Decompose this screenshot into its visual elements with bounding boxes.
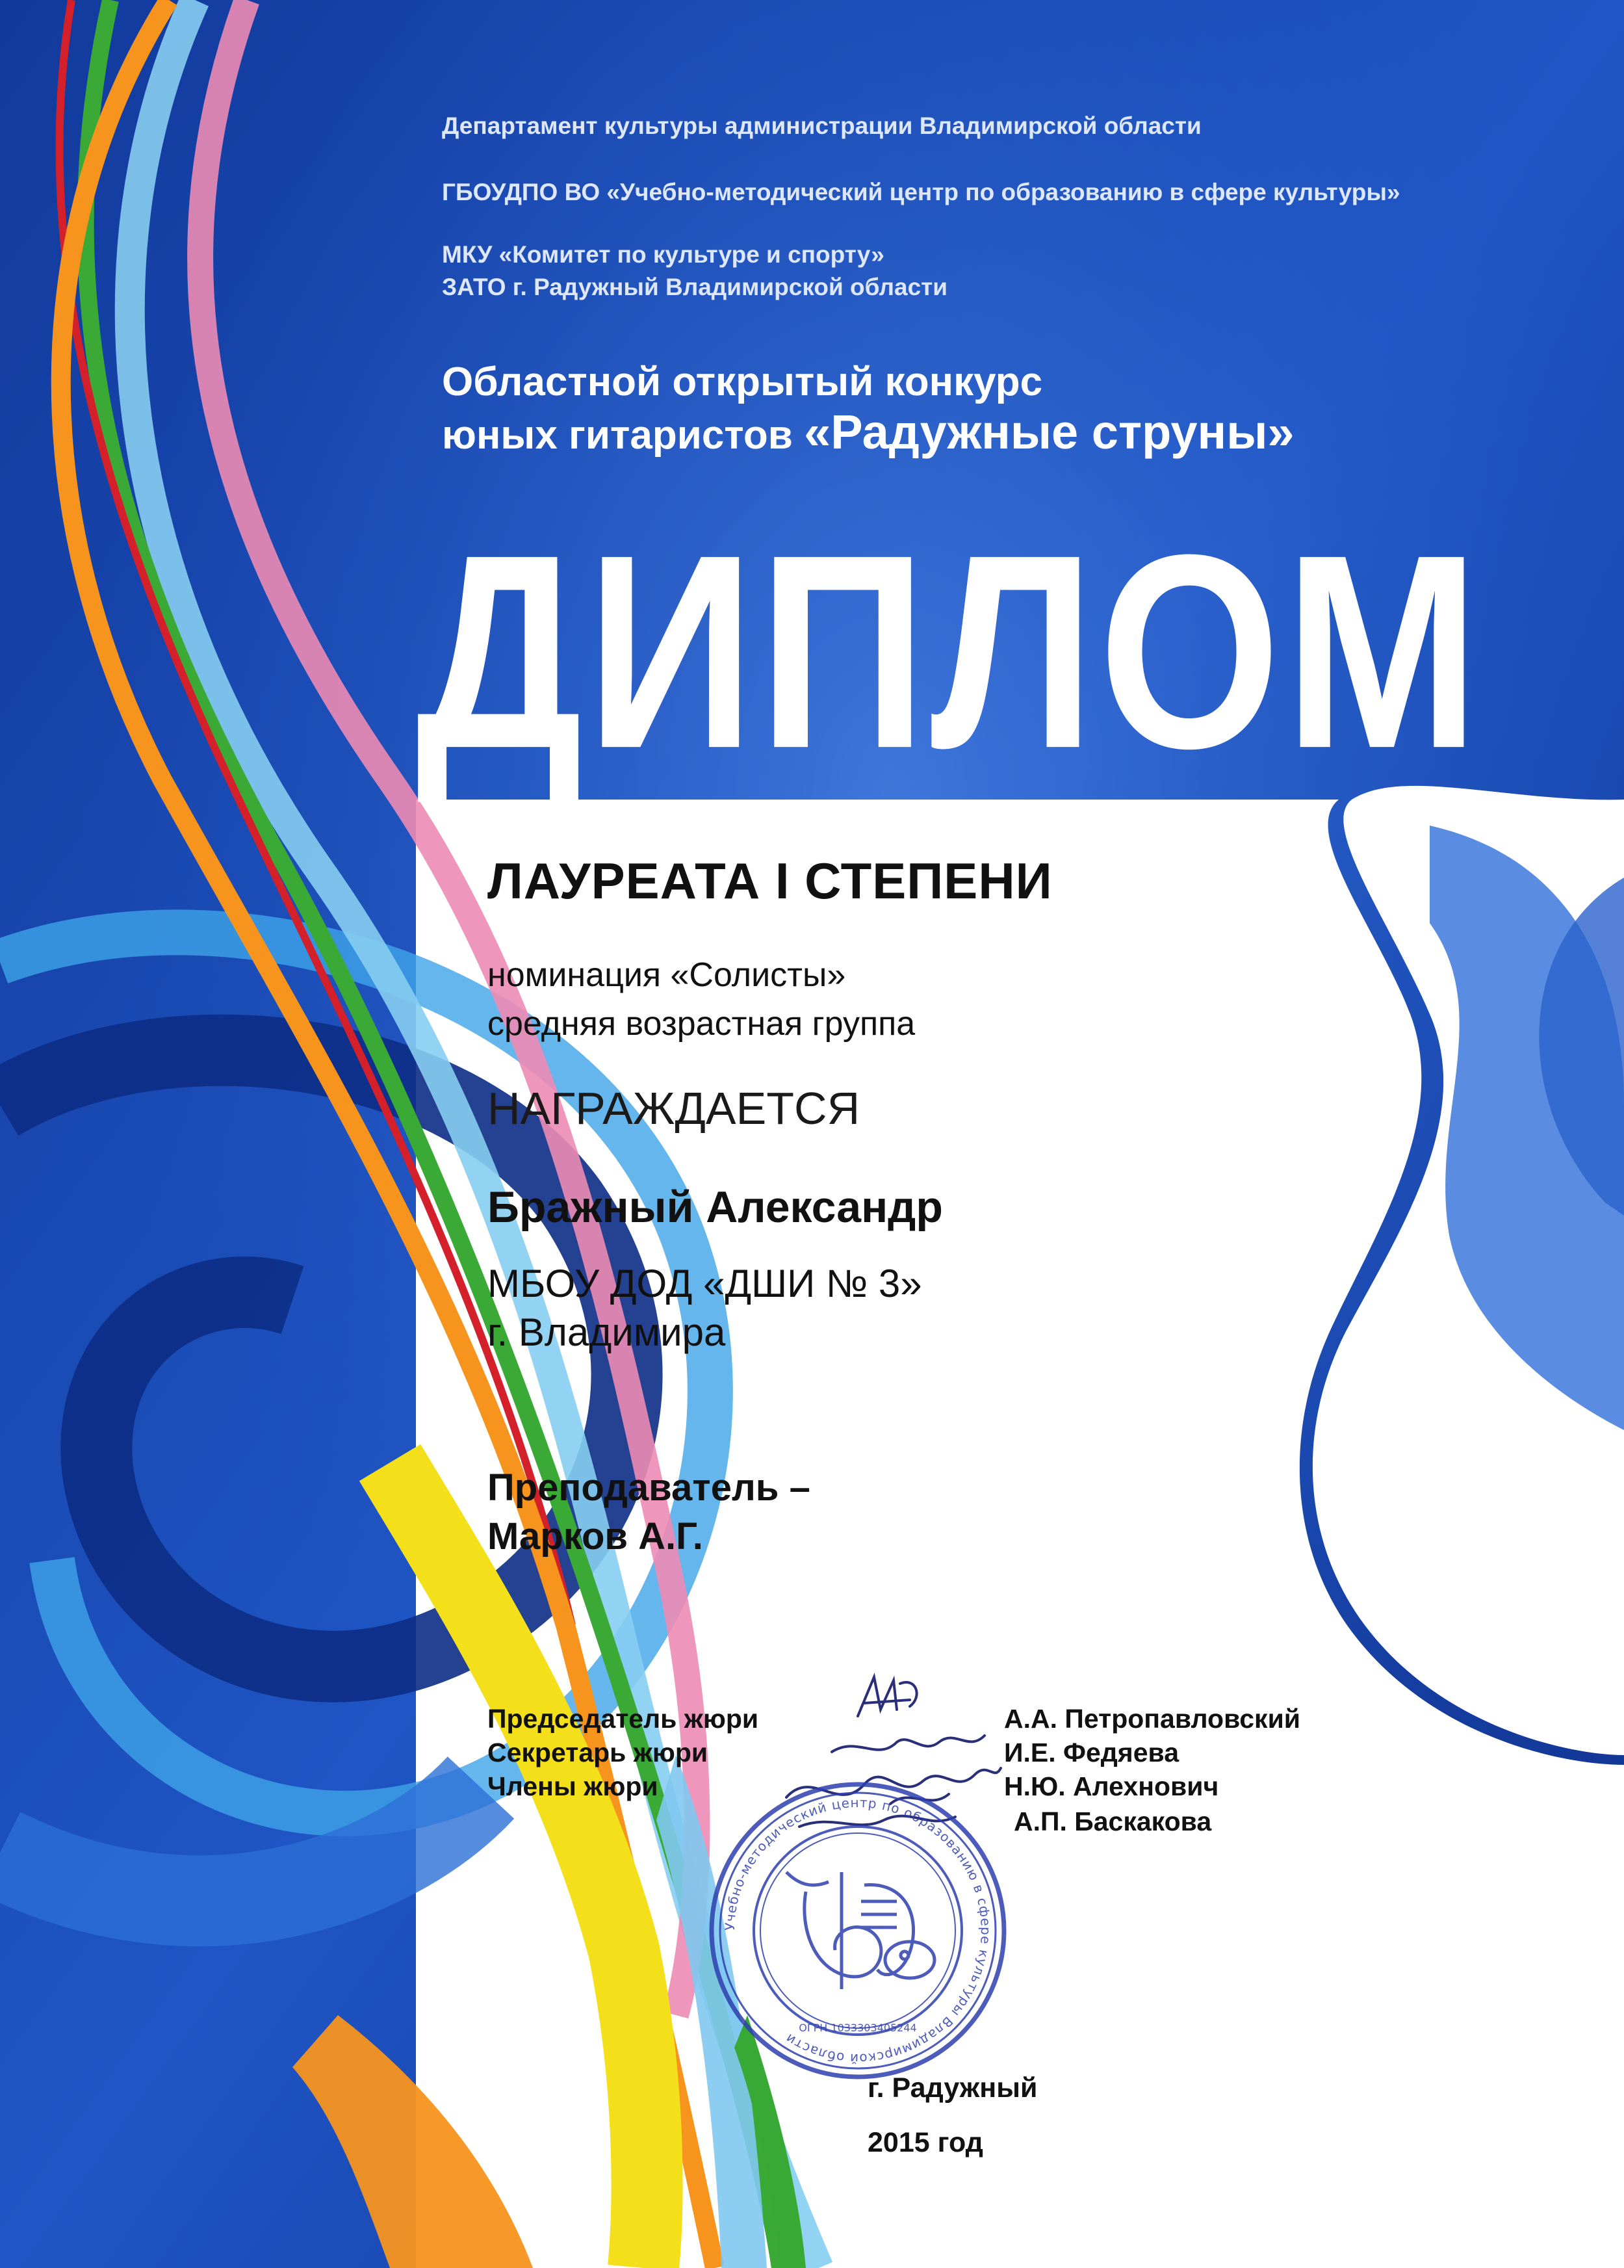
contest-title-prefix: юных гитаристов (442, 413, 805, 458)
degree-title: ЛАУРЕАТА I СТЕПЕНИ (487, 852, 1053, 909)
org-line-2: ГБОУДПО ВО «Учебно-методический центр по образованию в сфере культуры» (442, 179, 1400, 205)
seal-ogrn: ОГРН 1033303405244 (799, 2022, 917, 2034)
jury-role-secretary: Секретарь жюри (487, 1738, 708, 1767)
seal-emblem-icon (786, 1872, 934, 1989)
footer-place: г. Радужный (868, 2072, 1038, 2104)
diploma-title: ДИПЛОМ (416, 497, 1484, 806)
org-line-3: МКУ «Комитет по культуре и спорту» (442, 241, 884, 268)
contest-title-line-1: Областной открытый конкурс (442, 359, 1043, 404)
school-name: МБОУ ДОД «ДШИ № 3» (487, 1262, 922, 1305)
teacher-name: Марков А.Г. (487, 1515, 703, 1558)
teacher-label: Преподаватель – (487, 1466, 810, 1509)
jury-name-member-2: А.П. Баскакова (1014, 1806, 1212, 1836)
nomination: номинация «Солисты» (487, 956, 846, 994)
jury-name-secretary: И.Е. Федяева (1004, 1738, 1179, 1767)
age-group: средняя возрастная группа (487, 1005, 916, 1043)
jury-name-chair: А.А. Петропавловский (1004, 1704, 1300, 1734)
school-city: г. Владимира (487, 1310, 726, 1354)
official-seal (702, 1775, 1014, 2087)
org-line-1: Департамент культуры администрации Владимирской области (442, 112, 1202, 139)
seal-ring-text: Учебно-методический центр по образованию в сфере культуры Владимирской области (721, 1794, 994, 2067)
footer-year: 2015 год (868, 2127, 983, 2158)
jury-role-members: Члены жюри (487, 1771, 658, 1801)
contest-title-line-2 (442, 406, 1295, 462)
contest-name: «Радужные струны» (804, 405, 1295, 459)
org-line-4: ЗАТО г. Радужный Владимирской области (442, 274, 948, 300)
awarded-label: НАГРАЖДАЕТСЯ (487, 1083, 860, 1134)
jury-name-member-1: Н.Ю. Алехнович (1004, 1771, 1219, 1801)
jury-role-chair: Председатель жюри (487, 1704, 759, 1734)
recipient-name: Бражный Александр (487, 1182, 943, 1232)
